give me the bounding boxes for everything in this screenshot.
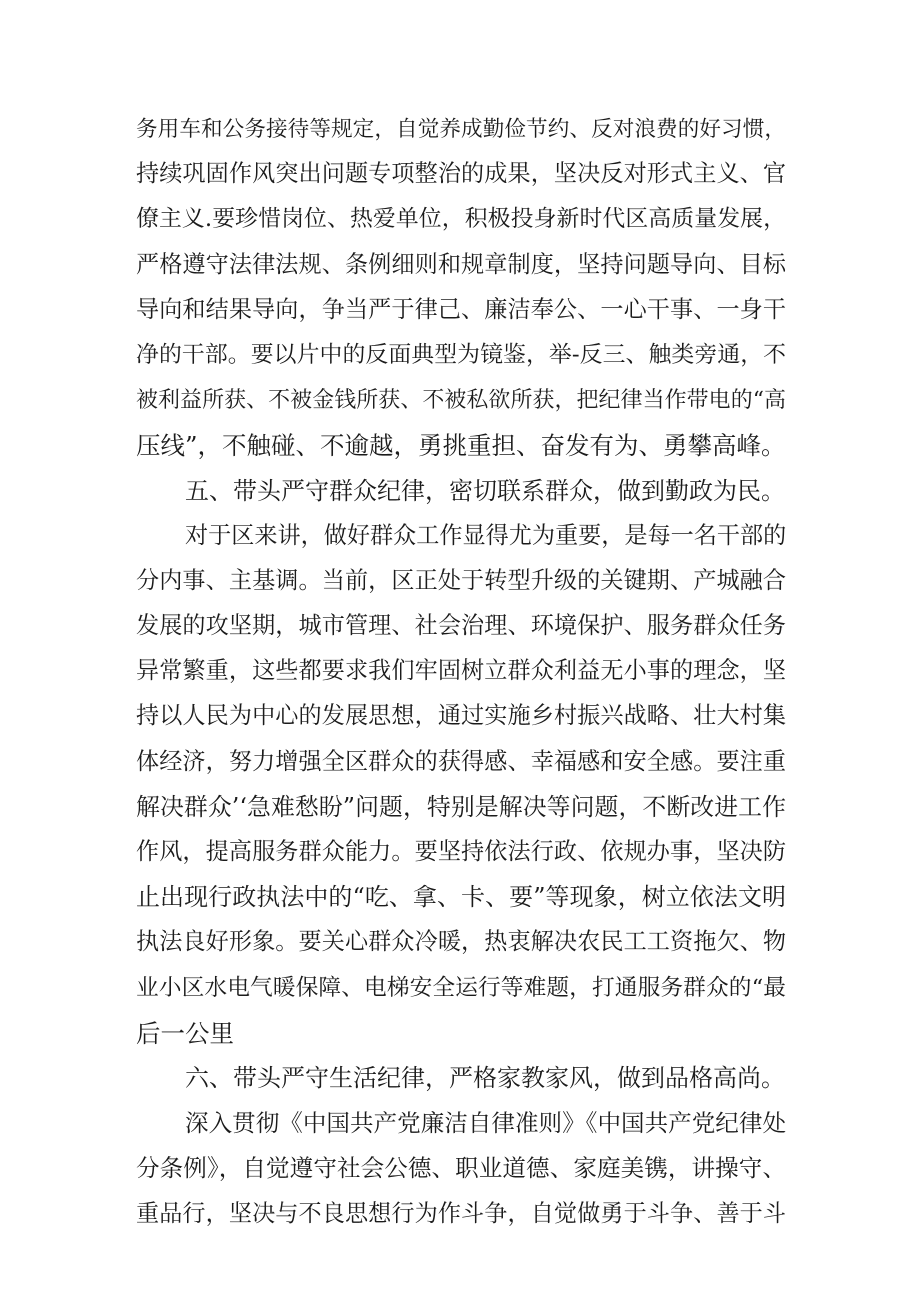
text-line: 执法良好形象。要关心群众冷暖，热衷解决农民工工资拖欠、物 xyxy=(136,929,786,956)
text-line: 务用车和公务接待等规定，自觉养成勤俭节约、反对浪费的好习惯， xyxy=(136,117,786,142)
section-heading: 六、带头严守生活纪律，严格家教家风，做到品格高尚。 xyxy=(185,1063,785,1092)
section-heading: 五、带头严守群众纪律，密切联系群众，做到勤政为民。 xyxy=(185,476,785,505)
text-line: 体经济，努力增强全区群众的获得感、幸福感和安全感。要注重 xyxy=(136,748,786,775)
text-line: 后一公里 xyxy=(136,1018,234,1048)
text-line: 止出现行政执法中的“吃、拿、卡、要”等现象，树立依法文明 xyxy=(136,883,786,912)
text-line: 持以人民为中心的发展思想，通过实施乡村振兴战略、壮大村集 xyxy=(136,703,786,730)
text-line: 业小区水电气暖保障、电梯安全运行等难题，打通服务群众的“最 xyxy=(136,974,786,1001)
text-line: 异常繁重，这些都要求我们牢固树立群众利益无小事的理念，坚 xyxy=(136,658,786,685)
text-line: 分内事、主基调。当前，区正处于转型升级的关键期、产城融合 xyxy=(136,567,786,594)
paragraph-first-line: 深入贯彻《中国共产党廉洁自律准则》《中国共产党纪律处 xyxy=(185,1109,786,1138)
text-line: 压线”，不触碰、不逾越，勇挑重担、奋发有为、勇攀高峰。 xyxy=(136,431,786,461)
text-line: 净的干部。要以片中的反面典型为镜鉴，举-反三、触类旁通，不 xyxy=(136,341,786,368)
text-line: 解决群众’‘急难愁盼”问题，特别是解决等问题，不断改进工作 xyxy=(136,792,786,821)
document-body xyxy=(136,107,786,1237)
text-line: 导向和结果导向，争当严于律己、廉洁奉公、一心干事、一身干 xyxy=(136,296,786,323)
text-line: 作风，提高服务群众能力。要坚持依法行政、依规办事，坚决防 xyxy=(136,839,786,865)
text-line: 发展的攻坚期，城市管理、社会治理、环境保护、服务群众任务 xyxy=(136,613,786,640)
text-line: 分条例》，自觉遵守社会公德、职业道德、家庭美镌，讲操守、 xyxy=(136,1154,786,1183)
text-line: 严格遵守法律法规、条例细则和规章制度，坚持问题导向、目标 xyxy=(136,251,786,278)
text-line: 持续巩固作风突出问题专项整治的成果，坚决反对形式主义、官 xyxy=(136,161,786,188)
text-line: 僚主义.要珍惜岗位、热爱单位，积极投身新时代区高质量发展， xyxy=(136,206,786,233)
paragraph-first-line: 对于区来讲，做好群众工作显得尤为重要，是每一名干部的 xyxy=(185,522,787,549)
text-line: 被利益所获、不被金钱所获、不被私欲所获，把纪律当作带电的“高 xyxy=(136,388,786,414)
text-line: 重品行，坚决与不良思想行为作斗争，自觉做勇于斗争、善于斗 xyxy=(136,1200,786,1227)
